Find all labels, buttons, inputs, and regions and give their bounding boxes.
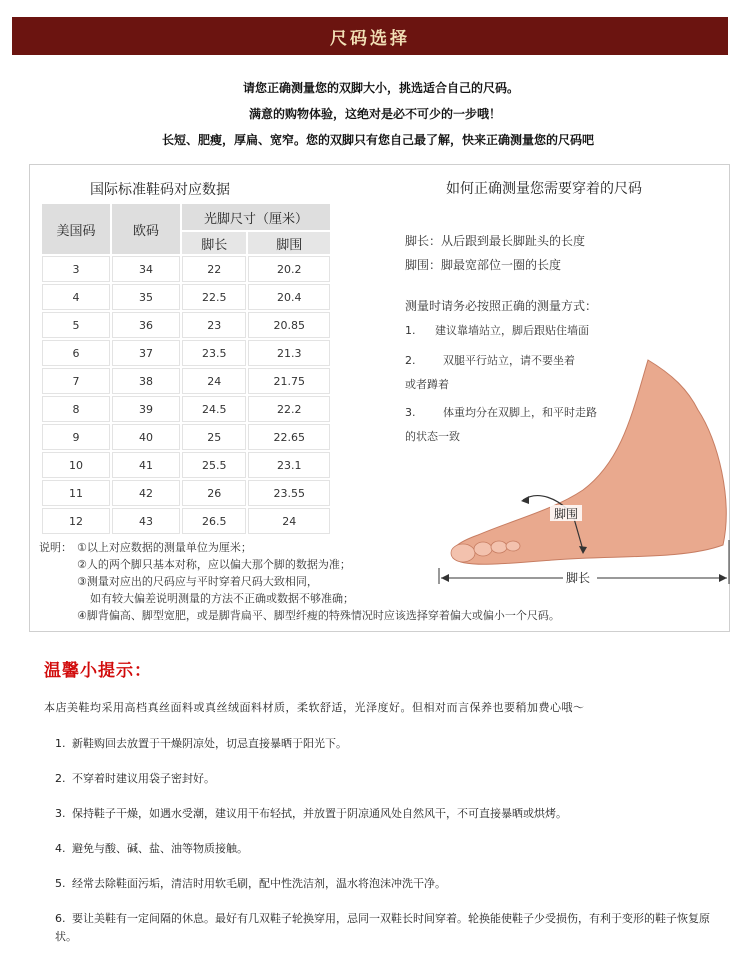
table-cell: 5 (42, 312, 110, 338)
girth-label: 脚围 (554, 507, 579, 521)
table-cell: 8 (42, 396, 110, 422)
table-cell: 10 (42, 452, 110, 478)
tip-item (55, 840, 715, 858)
table-cell: 12 (42, 508, 110, 534)
table-cell: 24.5 (182, 396, 246, 422)
table-cell: 23.5 (182, 340, 246, 366)
table-row (42, 368, 330, 394)
size-selection-banner (12, 17, 728, 55)
note-line: ③测量对应出的尺码应与平时穿着尺码大致相同， (77, 575, 318, 588)
tips-list (55, 735, 715, 963)
tip-number: 6. (55, 912, 66, 925)
definition-length: 脚长：从后跟到最长脚趾头的长度 (405, 234, 586, 248)
table-cell: 7 (42, 368, 110, 394)
table-row (42, 312, 330, 338)
table-row (42, 480, 330, 506)
tip-item (55, 805, 715, 823)
tip-item (55, 735, 715, 753)
measure-step-3: 3. 体重均分在双脚上，和平时走路 的状态一致 (405, 406, 597, 443)
tip-number: 4. (55, 842, 66, 855)
table-cell: 35 (112, 284, 180, 310)
header-us-size: 美国码 (42, 204, 110, 254)
header-foot-length: 脚长 (182, 232, 246, 254)
table-cell: 9 (42, 424, 110, 450)
table-cell: 4 (42, 284, 110, 310)
table-cell: 25 (182, 424, 246, 450)
length-label: 脚长 (566, 571, 591, 585)
table-row (42, 508, 330, 534)
size-table-title: 国际标准鞋码对应数据 (90, 182, 230, 198)
table-cell: 40 (112, 424, 180, 450)
table-cell: 38 (112, 368, 180, 394)
table-row (42, 424, 330, 450)
size-guide-panel (29, 164, 730, 632)
tip-text: 保持鞋子干燥，如遇水受潮，建议用干布轻拭，并放置于阴凉通风处自然风干，不可直接暴晒或烘烤。 (72, 807, 567, 820)
intro-line-1: 请您正确测量您的双脚大小，挑选适合自己的尺码。 (242, 81, 519, 95)
tips-intro: 本店美鞋均采用高档真丝面料或真丝绒面料材质，柔软舒适，光泽度好。但相对而言保养也要稍加费心哦～ (44, 701, 585, 714)
tip-number: 2. (55, 772, 66, 785)
table-cell: 20.85 (248, 312, 330, 338)
tip-text: 避免与酸、碱、盐、油等物质接触。 (72, 842, 248, 855)
table-row (42, 340, 330, 366)
table-cell: 23 (182, 312, 246, 338)
table-cell: 21.75 (248, 368, 330, 394)
table-row (42, 256, 330, 282)
table-cell: 39 (112, 396, 180, 422)
table-cell: 22.5 (182, 284, 246, 310)
table-cell: 24 (248, 508, 330, 534)
table-cell: 25.5 (182, 452, 246, 478)
table-cell: 22 (182, 256, 246, 282)
table-cell: 3 (42, 256, 110, 282)
measure-title: 如何正确测量您需要穿着的尺码 (446, 181, 642, 197)
intro-line-2: 满意的购物体验，这绝对是必不可少的一步哦！ (248, 107, 501, 121)
table-cell: 21.3 (248, 340, 330, 366)
table-cell: 23.1 (248, 452, 330, 478)
foot-icon (452, 360, 726, 564)
table-cell: 42 (112, 480, 180, 506)
tip-item (55, 910, 715, 946)
header-eu-size: 欧码 (112, 204, 180, 254)
table-cell: 22.65 (248, 424, 330, 450)
tip-text: 要让美鞋有一定间隔的休息。最好有几双鞋子轮换穿用，忌同一双鞋长时间穿着。轮换能使鞋子少受损伤，有利于变形的鞋子恢复原状。 (55, 912, 710, 943)
banner-title: 尺码选择 (330, 28, 410, 49)
notes-label: 说明： (39, 541, 72, 554)
table-cell: 24 (182, 368, 246, 394)
tip-number: 3. (55, 807, 66, 820)
table-cell: 23.55 (248, 480, 330, 506)
tip-item (55, 875, 715, 893)
header-foot-girth: 脚围 (248, 232, 330, 254)
tip-item (55, 770, 715, 788)
tips-title: 温馨小提示： (44, 661, 152, 681)
intro-text (0, 75, 750, 153)
table-cell: 36 (112, 312, 180, 338)
tip-number: 5. (55, 877, 66, 890)
table-row (42, 452, 330, 478)
measure-step-2: 2. 双腿平行站立，请不要坐着 或者蹲着 (405, 354, 575, 391)
header-barefoot-size: 光脚尺寸（厘米） (182, 204, 330, 230)
size-table (40, 202, 332, 536)
tip-text: 经常去除鞋面污垢，清洁时用软毛刷，配中性洗洁剂，温水将泡沫冲洗干净。 (72, 877, 446, 890)
note-line: 如有较大偏差说明测量的方法不正确或数据不够准确； (90, 592, 354, 605)
table-cell: 20.2 (248, 256, 330, 282)
definition-girth: 脚围：脚最宽部位一圈的长度 (405, 258, 562, 272)
measure-step-1: 1. 建议靠墙站立，脚后跟贴住墙面 (405, 324, 589, 337)
table-cell: 37 (112, 340, 180, 366)
how-to-measure-title: 测量时请务必按照正确的测量方式： (405, 299, 598, 313)
table-cell: 34 (112, 256, 180, 282)
table-cell: 6 (42, 340, 110, 366)
foot-measurement-illustration (433, 350, 733, 590)
table-row (42, 284, 330, 310)
tip-number: 1. (55, 737, 66, 750)
table-cell: 43 (112, 508, 180, 534)
table-cell: 22.2 (248, 396, 330, 422)
table-row (42, 396, 330, 422)
table-cell: 20.4 (248, 284, 330, 310)
tip-text: 新鞋购回去放置于干燥阴凉处，切忌直接暴晒于阳光下。 (72, 737, 347, 750)
table-cell: 26 (182, 480, 246, 506)
note-line: ①以上对应数据的测量单位为厘米； (77, 541, 252, 554)
note-line: ②人的两个脚只基本对称，应以偏大那个脚的数据为准； (77, 558, 351, 571)
table-cell: 41 (112, 452, 180, 478)
table-cell: 11 (42, 480, 110, 506)
table-cell: 26.5 (182, 508, 246, 534)
note-line: ④脚背偏高、脚型宽肥，或是脚背扁平、脚型纤瘦的特殊情况时应该选择穿着偏大或偏小一个尺码。 (77, 609, 560, 622)
tip-text: 不穿着时建议用袋子密封好。 (72, 772, 215, 785)
intro-line-3: 长短、肥瘦，厚扁、宽窄。您的双脚只有您自己最了解，快来正确测量您的尺码吧 (161, 133, 594, 147)
